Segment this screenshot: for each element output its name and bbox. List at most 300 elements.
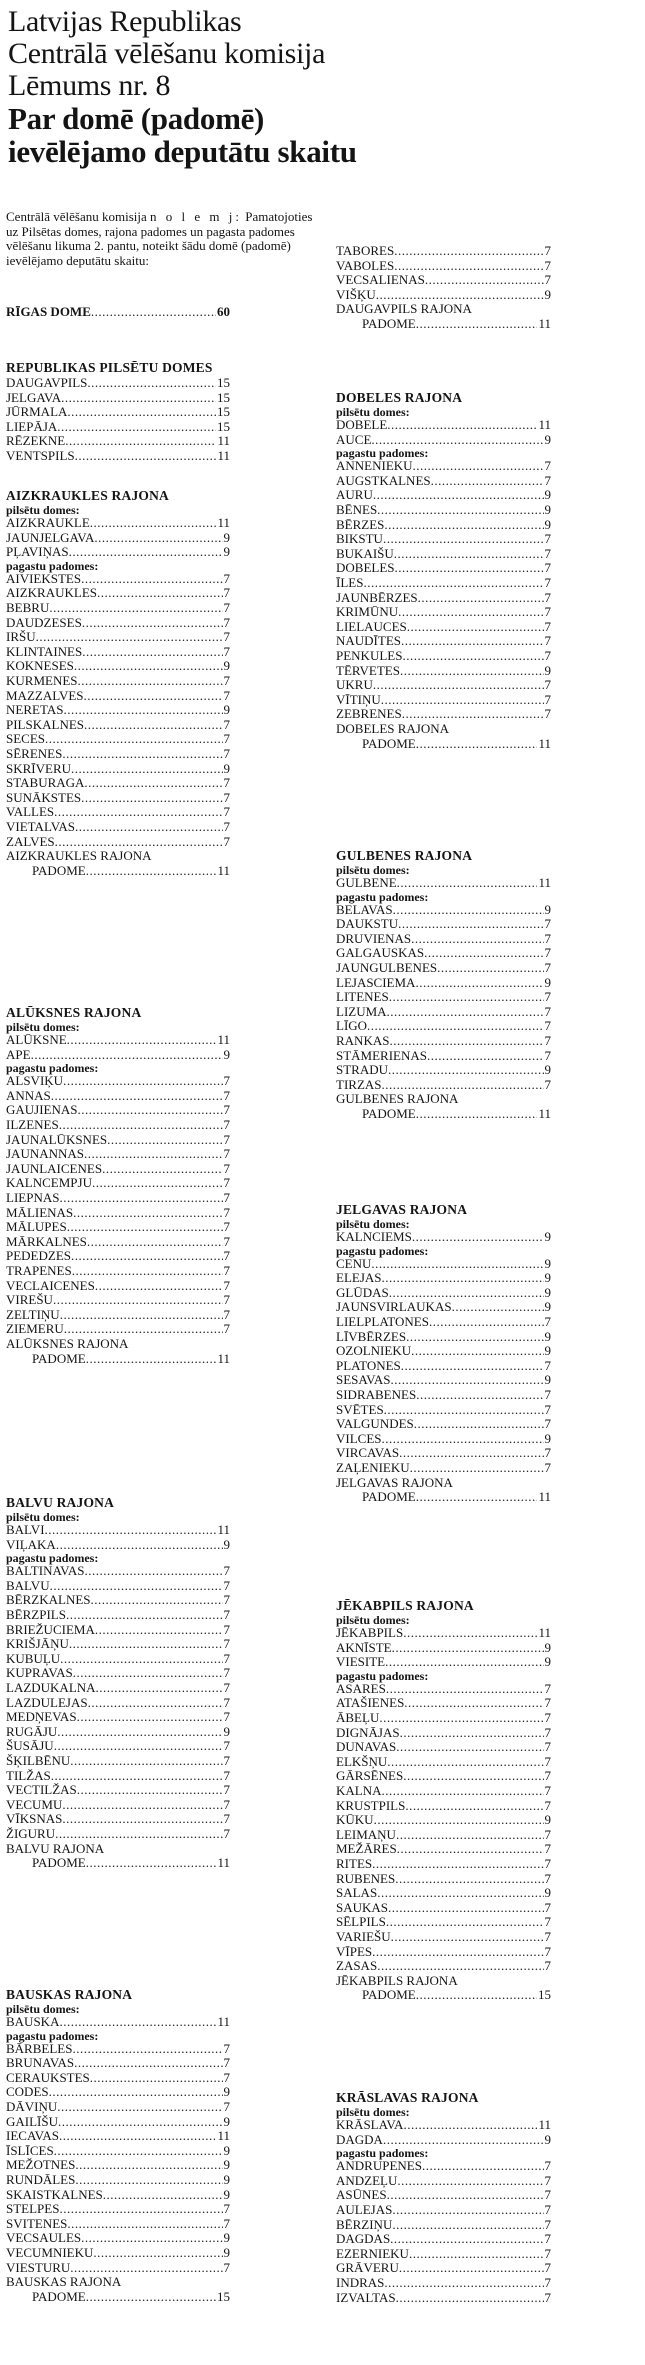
dot-leader: [74, 659, 223, 673]
deputy-count: 7: [223, 1160, 230, 1176]
dot-leader: [71, 762, 222, 776]
list-item: [336, 1886, 551, 1900]
item-name: BUKAIŠU: [336, 545, 394, 561]
deputy-count: 7: [544, 560, 551, 576]
list-item: [6, 1783, 230, 1797]
item-name: JAUNJELGAVA: [6, 529, 95, 545]
list-item: [6, 1308, 230, 1322]
deputy-count: 7: [223, 2201, 230, 2217]
dot-leader: [381, 693, 544, 707]
item-name: STRADU: [336, 1062, 389, 1078]
item-name: KUBUĻU: [6, 1650, 61, 1666]
deputy-count: 9: [223, 2157, 230, 2173]
list-item: [336, 2174, 551, 2188]
item-name: ŽIGURU: [6, 1826, 56, 1841]
deputy-count: 9: [544, 516, 551, 532]
deputy-count: 7: [544, 1460, 551, 1475]
list-item: [336, 2188, 551, 2202]
dot-leader: [57, 1725, 222, 1739]
council-label-line1: BALVU RAJONA: [6, 1840, 105, 1856]
dot-leader: [90, 2071, 223, 2085]
list-item: [6, 1769, 230, 1783]
council-count: 11: [217, 1350, 230, 1366]
deputy-count: 9: [223, 702, 230, 718]
list-item: [6, 2115, 230, 2129]
parish-councils-label: pagastu padomes:: [336, 446, 429, 461]
dot-leader: [427, 1049, 543, 1063]
dot-leader: [382, 1271, 544, 1285]
dot-leader: [70, 1754, 222, 1768]
dot-leader: [60, 1308, 223, 1322]
item-name: VIETALVAS: [6, 819, 76, 834]
list-item: [336, 1740, 551, 1754]
item-name: OZOLNIEKU: [336, 1343, 412, 1359]
council-label-line1: DAUGAVPILS RAJONA: [336, 301, 472, 317]
list-item: [6, 1264, 230, 1278]
deputy-count: 7: [223, 570, 230, 586]
dot-leader: [373, 488, 544, 502]
list-item: [6, 1696, 230, 1710]
council-label-line1: JĒKABPILS RAJONA: [336, 1972, 458, 1988]
deputy-count: 15: [217, 375, 230, 390]
deputy-count: 7: [223, 731, 230, 747]
deputy-count: 7: [544, 1958, 551, 1974]
list-item: [6, 835, 230, 849]
dot-leader: [72, 1264, 223, 1278]
dot-leader: [383, 532, 544, 546]
dot-leader: [62, 1812, 222, 1826]
council-row: [336, 317, 551, 331]
item-name: LIELPLATONES: [336, 1314, 429, 1329]
deputy-count: 7: [223, 1680, 230, 1695]
deputy-count: 7: [544, 243, 551, 258]
item-name: SKAISTKALNES: [6, 2186, 103, 2202]
list-item: [336, 288, 551, 302]
list-item: [336, 532, 551, 546]
dot-leader: [411, 932, 543, 946]
item-name: PENKULES: [336, 648, 403, 663]
item-name: IZVALTAS: [336, 2289, 396, 2305]
dot-leader: [82, 645, 222, 659]
dot-leader: [36, 630, 223, 644]
council-count: 11: [538, 1106, 551, 1121]
list-item: [336, 433, 551, 447]
list-item: [336, 2218, 551, 2232]
list-item: [6, 2173, 230, 2187]
dot-leader: [59, 1191, 222, 1205]
list-item: [336, 2247, 551, 2261]
council-label-line1: BAUSKAS RAJONA: [6, 2274, 122, 2290]
item-name: AULEJAS: [336, 2202, 393, 2217]
list-item: [6, 1739, 230, 1753]
dot-leader: [371, 433, 543, 447]
deputy-count: 7: [223, 629, 230, 645]
item-name: BĒRZIŅU: [336, 2216, 393, 2232]
dot-leader: [413, 459, 544, 473]
document-header: [8, 6, 638, 168]
item-name: VECUMU: [6, 1796, 63, 1812]
deputy-count: 7: [544, 2245, 551, 2261]
dot-leader: [67, 2217, 222, 2231]
deputy-count: 7: [544, 633, 551, 649]
council-label-line2: PADOME: [362, 1489, 416, 1505]
list-item: [6, 434, 230, 448]
council-count: 15: [538, 1987, 551, 2003]
list-item: [6, 1162, 230, 1176]
deputy-count: 7: [544, 2231, 551, 2247]
dot-leader: [404, 1696, 543, 1710]
deputy-count: 7: [223, 1087, 230, 1103]
item-name: VENTSPILS: [6, 448, 75, 463]
deputy-count: 9: [544, 1062, 551, 1078]
item-name: GALGAUSKAS: [336, 945, 425, 961]
list-item: [336, 649, 551, 663]
item-name: KRUSTPILS: [336, 1797, 406, 1813]
dot-leader: [424, 946, 543, 960]
item-name: TIRZAS: [336, 1076, 382, 1092]
deputy-count: 7: [544, 472, 551, 488]
list-item: [336, 1315, 551, 1329]
list-item: [6, 2217, 230, 2231]
item-name: KOKNESES: [6, 658, 74, 674]
list-item: [336, 1769, 551, 1783]
deputy-count: 7: [223, 1826, 230, 1841]
item-name: MĀRKALNES: [6, 1233, 87, 1249]
deputy-count: 7: [544, 916, 551, 932]
deputy-count: 7: [544, 989, 551, 1005]
city-councils-label: pilsētu domes:: [6, 1020, 80, 1034]
dot-leader: [86, 1352, 217, 1366]
deputy-count: 9: [544, 662, 551, 678]
dot-leader: [401, 1359, 544, 1373]
dot-leader: [416, 317, 538, 331]
dot-leader: [414, 1417, 544, 1431]
council-label-line1: GULBENES RAJONA: [336, 1091, 459, 1107]
dot-leader: [74, 2056, 222, 2070]
list-item: [6, 1074, 230, 1088]
list-item: [6, 1666, 230, 1680]
list-item: [6, 1220, 230, 1234]
deputy-count: 7: [223, 1709, 230, 1725]
dot-leader: [376, 288, 544, 302]
item-name: KLINTAINES: [6, 643, 83, 659]
deputy-count: 9: [544, 1654, 551, 1670]
item-name: LAZDUKALNA: [6, 1680, 96, 1695]
item-name: ZEBRENES: [336, 706, 402, 722]
dot-leader: [59, 2015, 216, 2029]
list-item: [6, 1652, 230, 1666]
item-name: AUCE: [336, 431, 372, 447]
deputy-count: 11: [217, 2128, 230, 2144]
dot-leader: [86, 1856, 217, 1870]
item-name: RUBENES: [336, 1870, 396, 1886]
deputy-count: 9: [544, 1372, 551, 1388]
deputy-count: 7: [544, 1914, 551, 1930]
list-item: [336, 605, 551, 619]
deputy-count: 9: [223, 2245, 230, 2260]
item-name: PILSKALNES: [6, 716, 85, 732]
deputy-count: 7: [544, 1929, 551, 1944]
dot-leader: [400, 664, 544, 678]
list-item: [336, 678, 551, 692]
dot-leader: [401, 634, 544, 648]
item-name: BALTINAVAS: [6, 1563, 85, 1579]
dot-leader: [55, 1827, 222, 1841]
list-item: [336, 1373, 551, 1387]
list-item: [336, 1034, 551, 1048]
list-item: [6, 449, 230, 463]
deputy-count: 7: [223, 1811, 230, 1827]
parish-councils-label: pagastu padomes:: [336, 889, 429, 904]
dot-leader: [92, 1176, 223, 1190]
dot-leader: [429, 1315, 544, 1329]
deputy-count: 15: [217, 418, 230, 434]
item-name: VECSAULES: [6, 2230, 82, 2246]
list-item: [336, 273, 551, 287]
parish-councils-label: pagastu padomes:: [336, 1668, 429, 1683]
list-item: [6, 1754, 230, 1768]
dot-leader: [425, 273, 544, 287]
list-item: [336, 1063, 551, 1077]
deputy-count: 7: [544, 545, 551, 561]
deputy-count: 11: [217, 433, 230, 449]
deputy-count: 7: [544, 2289, 551, 2305]
deputy-count: 7: [544, 2187, 551, 2203]
item-name: JŪRMALA: [6, 404, 68, 420]
deputy-count: 11: [217, 448, 230, 463]
list-item: [336, 1626, 551, 1640]
dot-leader: [393, 903, 544, 917]
parish-councils-label: pagastu padomes:: [336, 2146, 429, 2161]
dot-leader: [51, 1769, 223, 1783]
list-item: [6, 1564, 230, 1578]
deputy-count: 7: [544, 257, 551, 273]
item-name: SECES: [6, 731, 46, 747]
deputy-count: 7: [223, 687, 230, 703]
dot-leader: [390, 1373, 543, 1387]
council-row: [6, 1856, 230, 1870]
deputy-count: 7: [544, 1018, 551, 1034]
deputy-count: 7: [223, 1263, 230, 1278]
dot-leader: [387, 1005, 544, 1019]
item-name: DOBELES: [336, 560, 395, 576]
item-name: TĒRVETES: [336, 662, 400, 678]
dot-leader: [97, 586, 223, 600]
dot-leader: [77, 1783, 223, 1797]
item-name: GLŪDAS: [336, 1284, 389, 1300]
dot-leader: [412, 1230, 544, 1244]
list-item: [336, 244, 551, 258]
item-name: BRIEŽUCIEMA: [6, 1621, 95, 1637]
item-name: ĪLES: [336, 575, 364, 590]
item-name: BĒRZES: [336, 516, 385, 532]
deputy-count: 9: [544, 1284, 551, 1300]
list-item: [336, 1784, 551, 1798]
dot-leader: [397, 2174, 543, 2188]
dot-leader: [73, 1666, 223, 1680]
dot-leader: [81, 2231, 222, 2245]
deputy-count: 9: [223, 2172, 230, 2187]
dot-leader: [69, 545, 223, 559]
dot-leader: [59, 2202, 222, 2216]
dot-leader: [431, 474, 544, 488]
list-item: [336, 707, 551, 721]
dot-leader: [53, 1293, 223, 1307]
list-item: [336, 876, 551, 890]
parish-councils-label: pagastu padomes:: [6, 1061, 99, 1076]
dot-leader: [75, 2173, 222, 2187]
item-name: UKRU: [336, 677, 373, 693]
item-name: VIESTURU: [6, 2259, 71, 2275]
deputy-count: 7: [544, 1695, 551, 1711]
deputy-count: 7: [544, 1856, 551, 1871]
council-label-line1: JELGAVAS RAJONA: [336, 1474, 453, 1490]
list-item: [336, 2276, 551, 2290]
dot-leader: [84, 1147, 222, 1161]
deputy-count: 7: [223, 1277, 230, 1293]
dot-leader: [96, 1681, 223, 1695]
dot-leader: [84, 718, 222, 732]
deputy-count: 7: [223, 1073, 230, 1089]
item-name: BĒRZKALNES: [6, 1592, 91, 1608]
dot-leader: [384, 1403, 544, 1417]
list-item: [6, 1118, 230, 1132]
dot-leader: [405, 1799, 543, 1813]
council-row: [6, 1352, 230, 1366]
item-name: MEŽOTNES: [6, 2157, 76, 2173]
list-item: [336, 1696, 551, 1710]
dot-leader: [82, 616, 223, 630]
list-item: [6, 1191, 230, 1205]
item-name: AIZKRAUKLE: [6, 515, 90, 530]
council-row: [6, 864, 230, 878]
intro-lead: Centrālā vēlēšanu komisija: [6, 209, 151, 224]
deputy-count: 9: [223, 1723, 230, 1739]
deputy-count: 7: [223, 1592, 230, 1608]
item-name: STĀMERIENAS: [336, 1047, 428, 1063]
dot-leader: [95, 1279, 223, 1293]
dot-leader: [54, 2144, 223, 2158]
item-name: SVITENES: [6, 2215, 68, 2231]
dot-leader: [398, 605, 543, 619]
dot-leader: [67, 1033, 217, 1047]
list-item: [336, 1446, 551, 1460]
list-item: [6, 545, 230, 559]
list-item: [336, 1271, 551, 1285]
list-item: [336, 2203, 551, 2217]
deputy-count: 9: [544, 974, 551, 990]
deputy-count: 7: [223, 1621, 230, 1637]
item-name: GĀRSĒNES: [336, 1768, 404, 1784]
deputy-count: 7: [223, 1321, 230, 1337]
list-item: [336, 503, 551, 517]
item-name: MĀLIENAS: [6, 1204, 74, 1220]
deputy-count: 7: [223, 1636, 230, 1652]
dot-leader: [391, 1930, 544, 1944]
item-name: KUPRAVAS: [6, 1665, 73, 1681]
council-row: [336, 1490, 551, 1504]
list-item: [6, 572, 230, 586]
dot-leader: [379, 1711, 543, 1725]
list-item: [336, 1359, 551, 1373]
item-name: ANDRUPENES: [336, 2158, 422, 2174]
item-name: VARIEŠU: [336, 1929, 391, 1944]
item-name: MAZZALVES: [6, 687, 84, 703]
dot-leader: [90, 516, 217, 530]
deputy-count: 7: [223, 1577, 230, 1593]
dot-leader: [382, 1078, 544, 1092]
deputy-count: 11: [217, 1522, 230, 1537]
dot-leader: [397, 876, 538, 890]
council-label-line1: ALŪKSNES RAJONA: [6, 1336, 129, 1351]
riga-name: RĪGAS DOME: [6, 304, 91, 319]
dot-leader: [406, 1330, 543, 1344]
list-item: [6, 2056, 230, 2070]
republic-cities-title: REPUBLIKAS PILSĒTU DOMES: [6, 360, 213, 375]
list-item: [6, 1579, 230, 1593]
dot-leader: [372, 1857, 543, 1871]
item-name: SĒLPILS: [336, 1914, 386, 1930]
list-item: [336, 1901, 551, 1915]
header-title-line1: Par domē (padomē): [8, 101, 265, 136]
list-item: [336, 634, 551, 648]
deputy-count: 15: [217, 389, 230, 405]
deputy-count: 9: [544, 286, 551, 302]
list-item: [336, 1300, 551, 1314]
deputy-count: 7: [223, 1665, 230, 1681]
list-item: [6, 1235, 230, 1249]
header-decision-number: Lēmums nr. 8: [8, 69, 171, 102]
item-name: ANDZEĻU: [336, 2172, 398, 2188]
dot-leader: [72, 2042, 222, 2056]
item-name: LĪGO: [336, 1018, 368, 1034]
dot-leader: [410, 1461, 544, 1475]
deputy-count: 9: [223, 2230, 230, 2246]
item-name: BELAVAS: [336, 901, 393, 917]
city-councils-label: pilsētu domes:: [6, 2002, 80, 2016]
list-item: [6, 674, 230, 688]
dot-leader: [93, 2246, 222, 2260]
item-name: EZERNIEKU: [336, 2245, 409, 2261]
deputy-count: 7: [223, 614, 230, 630]
dot-leader: [392, 2203, 543, 2217]
council-label-line2: PADOME: [362, 1987, 416, 2003]
deputy-count: 7: [544, 618, 551, 634]
dot-leader: [49, 601, 222, 615]
deputy-count: 7: [544, 1033, 551, 1048]
dot-leader: [395, 561, 544, 575]
item-name: DUNAVAS: [336, 1739, 397, 1755]
list-item: [6, 791, 230, 805]
dot-leader: [49, 2085, 223, 2099]
deputy-count: 7: [223, 1233, 230, 1249]
deputy-count: 9: [223, 544, 230, 560]
deputy-count: 7: [223, 2215, 230, 2231]
dot-leader: [437, 961, 543, 975]
dot-leader: [91, 1593, 223, 1607]
item-name: LIELAUCES: [336, 618, 407, 634]
list-item: [336, 488, 551, 502]
item-name: ELEJAS: [336, 1270, 382, 1286]
dot-leader: [389, 990, 544, 1004]
dot-leader: [383, 2133, 544, 2147]
list-item: [6, 1089, 230, 1103]
list-item: [336, 1049, 551, 1063]
deputy-count: 7: [223, 2069, 230, 2085]
deputy-count: 9: [544, 901, 551, 917]
item-name: ATAŠIENES: [336, 1695, 405, 1711]
item-name: AKNĪSTE: [336, 1639, 392, 1655]
